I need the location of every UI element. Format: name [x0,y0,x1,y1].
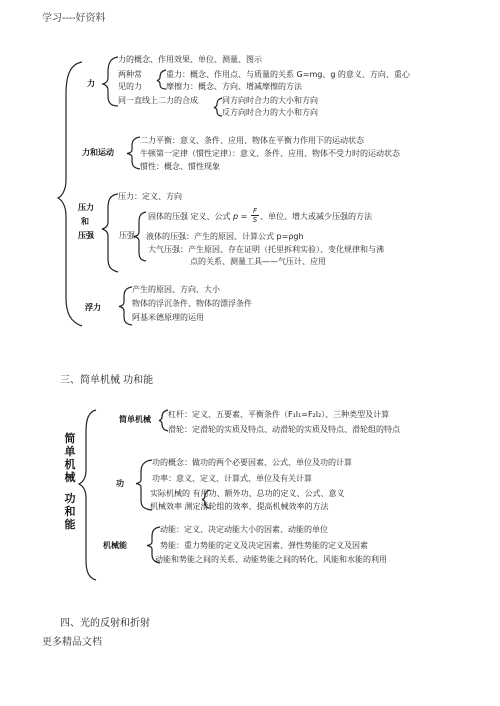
forcetypes-brace [157,70,166,89]
pressure-force-line: 压力：定义、方向 [118,192,182,201]
solid-formula-fraction [251,207,259,224]
atm-pressure-line-1: 大气压强：产生原因、存在证明（托里拆利实验）、变化规律和与沸 [148,245,384,254]
machines-brace [159,410,168,431]
buoyancy-line-1: 产生的原因、方向、大小 [132,285,220,294]
li-brace [103,57,118,106]
solid-pressure-tail: 、单位、增大或减少压强的方法 [260,212,372,221]
vchar-5: 功 [64,492,76,505]
page-footer: 更多精品文档 [42,637,102,648]
work-label: 功 [116,479,124,488]
combine-same-line: 同方向时合力的大小和方向 [222,96,318,105]
li-line-common: 见的力 [118,82,142,91]
pulley-line: 滑轮：定滑轮的实质及特点、动滑轮的实质及特点、滑轮组的特点 [168,425,400,434]
friction-line: 摩擦力：概念、方向、增减摩擦的方法 [166,82,302,91]
work-line-1: 功的概念：做功的两个必要因素、公式、单位及功的计算 [152,458,352,467]
solid-pressure-line: 固体的压强 定义、公式 [148,212,231,221]
li-line-concept: 力的概念、作用效果、单位、测量、图示 [118,55,262,64]
page-header: 学习----好资料 [42,13,106,24]
vchar-4: 械 [64,471,76,484]
buoyancy-line-2: 物体的浮沉条件、物体的漂浮条件 [132,299,252,308]
motion-line-balance: 二力平衡：意义、条件、应用、物体在平衡力作用下的运动状态 [140,136,364,145]
work-line-4: 机械效率 测定滑轮组的效率、提高机械效率的方法 [150,502,329,511]
work-line-3: 实际机械的 有用功、额外功、总功的定义、公式、意义 [150,489,345,498]
li-line-two-kinds: 两种常 [118,70,142,79]
label-li-he-yundong: 力和运动 [82,148,114,157]
outer-brace [58,62,82,326]
buoyancy-brace [119,287,132,325]
yaqiang-brace [134,212,146,261]
combine-brace [214,98,222,116]
vchar-6: 和 [64,505,76,518]
work-line-2: 功率：意义、定义、计算式、单位及有关计算 [152,474,312,483]
combine-opposite-line: 反方向时合力的大小和方向 [222,108,318,117]
section3-vertical-label [64,432,76,531]
vchar-1: 简 [64,432,76,445]
buoyancy-line-3: 阿基米德原理的运用 [132,313,204,322]
label-he: 和 [81,217,89,226]
label-li: 力 [87,79,95,88]
machines-label: 简单机械 [119,415,151,424]
atm-pressure-line-2: 点的关系、测量工具——气压计、应用 [190,257,326,266]
vchar-2: 单 [64,445,76,458]
label-fuli: 浮力 [85,303,101,312]
motion-line-newton: 牛顿第一定律（惯性定律）：意义、条件、应用、物体不受力时的运动状态 [140,149,400,158]
pressure-brace [102,194,118,272]
section4-title: 四、光的反射和折射 [60,618,150,629]
energy-line-3: 动能和势能之间的关系、动能势能之间的转化、风能和水能的利用 [155,555,387,564]
liquid-pressure-line: 液体的压强：产生的原因、计算公式 p=ρgh [146,232,304,241]
label-yali: 压力 [78,203,94,212]
lever-line: 杠杆：定义、五要素、平衡条件（F₁l₁=F₂l₂）、三种类型及计算 [168,410,390,419]
section3-brace [79,410,96,580]
energy-line-2: 势能：重力势能的定义及决定因素、弹性势能的定义及因素 [160,541,368,550]
motion-brace [127,137,140,169]
energy-label: 机械能 [103,541,127,550]
vchar-gap [64,484,76,492]
motion-line-inertia: 惯性：概念、惯性现象 [140,162,220,171]
energy-line-1: 动能：定义、决定动能大小的因素、动能的单位 [160,525,328,534]
fraction-numerator: F [252,207,258,215]
vchar-3: 机 [64,458,76,471]
li-line-combination: 同一直线上二力的合成 [118,96,198,105]
vchar-7: 能 [64,518,76,531]
yaqiang-sub-label: 压强 [119,231,135,240]
fraction-denominator: S [252,216,258,224]
section3-title: 三、简单机械 功和能 [60,375,154,386]
solid-formula-p: p = [233,212,248,221]
label-yaqiang: 压强 [78,231,94,240]
gravity-line: 重力：概念、作用点、与质量的关系 G=mg、g 的意义、方向、重心 [166,70,410,79]
